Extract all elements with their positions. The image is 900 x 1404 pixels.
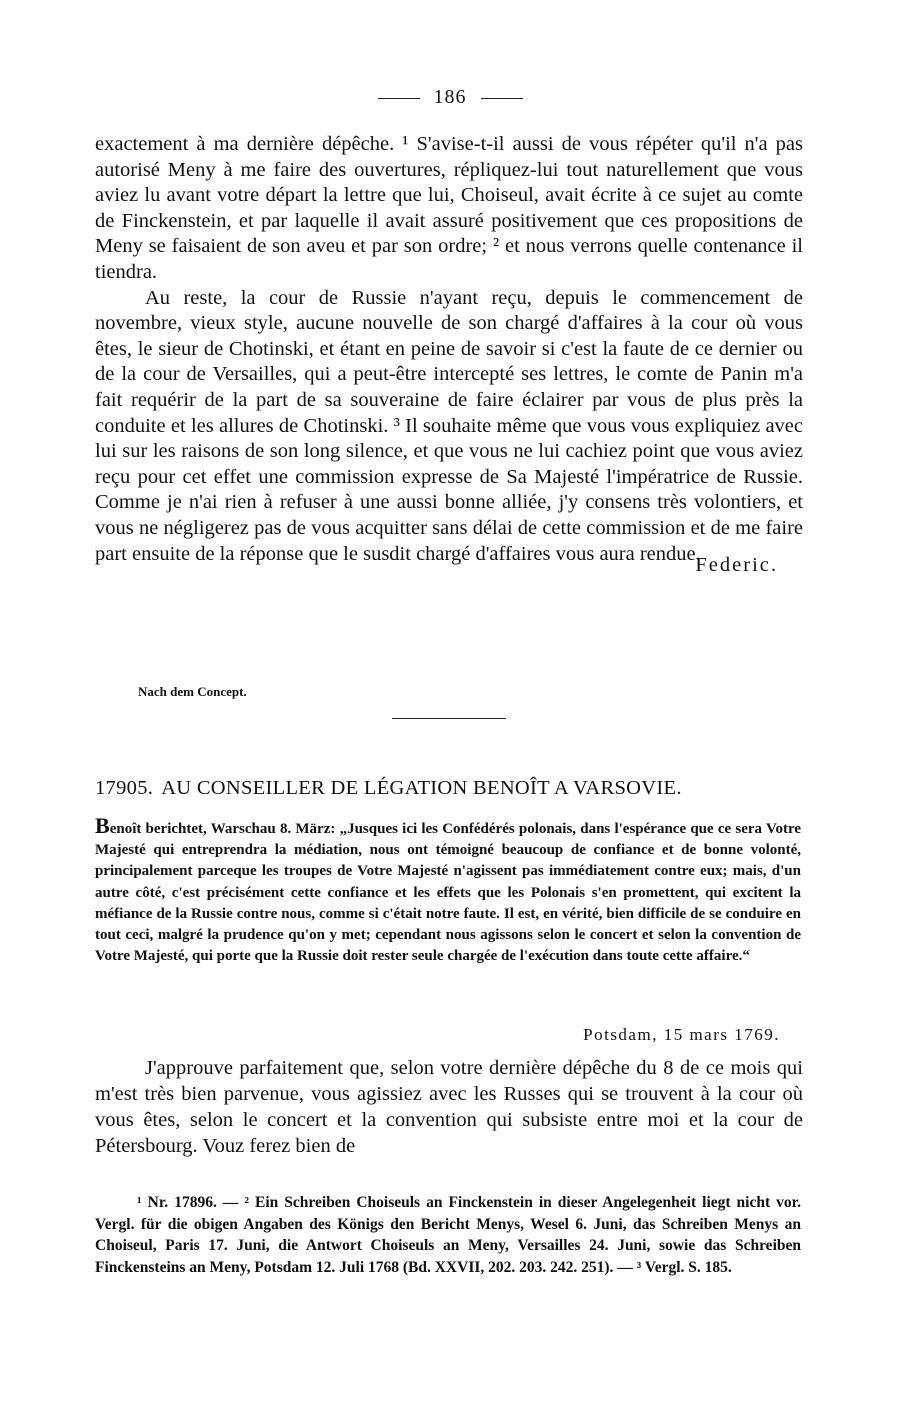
header-dash-left xyxy=(378,98,420,99)
letter-body xyxy=(95,132,803,579)
paragraph-russia: Au reste, la cour de Russie n'ayant reçu, depuis le commencement de novembre, vieux style, aucune nouvelle de son chargé d'affaires à la cour où vous êtes, le sieur de Chotinski, et étant en peine de savoir si c'est la faute de ce dernier ou de la cour de Versailles, qui a peut-être intercepté ses lettres, le comte de Panin m'a fait requérir de la part de sa souveraine de faire éclairer par vous de plus près la conduite et les allures de Chotinski. ³ Il souhaite même que vous vous expliquiez avec lui sur les raisons de son long silence, et que vous ne lui cachiez point que vous aviez reçu pour cet effet une commission expresse de Sa Majesté l'impératrice de Russie. Comme je n'ai rien à refuser à une aussi bonne alliée, j'y consens très volontiers, et vous ne négligerez pas de vous acquitter sans délai de cette commission et de me faire part ensuite de la réponse que le susdit chargé d'affaires vous aura rendue. xyxy=(95,286,803,565)
reply-body xyxy=(95,1055,803,1159)
footnote-text: ¹ Nr. 17896. — ² Ein Schreiben Choiseuls an Finckenstein in dieser Angelegenheit liegt nicht vor. Vergl. für die obigen Angaben des Königs den Bericht Menys, Wesel 6. Juni, das Schreiben Menys an Choiseul, Paris 17. Juni, die Antwort Choiseuls an Meny, Versailles 24. Juni, sowie das Schreiben Finckensteins an Meny, Potsdam 12. Juli 1768 (Bd. XXVII, 202. 203. 242. 251). — ³ Vergl. S. 185. xyxy=(95,1194,801,1276)
source-note: Nach dem Concept. xyxy=(138,684,247,699)
signature: Federic. xyxy=(695,554,778,577)
dateline: Potsdam, 15 mars 1769. xyxy=(583,1025,780,1044)
page-number: 186 xyxy=(433,86,467,108)
footnotes xyxy=(95,1192,801,1278)
document-title: AU CONSEILLER DE LÉGATION BENOÎT A VARSOVIE. xyxy=(161,777,682,799)
report-initial: B xyxy=(95,813,110,838)
report-summary xyxy=(95,815,801,967)
document-heading xyxy=(95,777,805,800)
page-header xyxy=(0,86,900,109)
report-text: enoît berichtet, Warschau 8. März: „Jusques ici les Confédérés polonais, dans l'espérance que ce sera Votre Majesté qui entreprendra la médiation, nous ont témoigné beaucoup de confiance et de bonne volonté, principalement parceque les troupes de Votre Majesté n'agissent pas immédiatement contre eux; mais, d'un autre côté, c'est précisément cette confiance et les effets que les Polonais s'en promettent, qui excitent la méfiance de la Russie contre nous, comme si c'était notre faute. Il est, en vérité, bien difficile de se conduire en tout ceci, malgré la prudence qu'on y met; cependant nous agissons selon le concert et selon la convention de Votre Majesté, qui porte que la Russie doit rester seule chargée de l'exécution dans toute cette affaire.“ xyxy=(95,821,801,965)
paragraph-reply: J'approuve parfaitement que, selon votre dernière dépêche du 8 de ce mois qui m'est très bien parvenue, vous agissiez avec les Russes qui se trouvent à la cour où vous êtes, selon le concert et la convention qui subsiste entre moi et la cour de Pétersbourg. Vouz ferez bien de xyxy=(95,1057,803,1157)
document-number: 17905. xyxy=(95,777,154,799)
header-dash-right xyxy=(481,98,523,99)
paragraph-continuation: exactement à ma dernière dépêche. ¹ S'avise-t-il aussi de vous répéter qu'il n'a pas autorisé Meny à me faire des ouvertures, répliquez-lui tout naturellement que vous aviez lu avant votre départ la lettre que lui, Choiseul, avait écrite à ce sujet au comte de Finckenstein, et par laquelle il avait assuré positivement que ces propositions de Meny se faisaient de son aveu et par son ordre; ² et nous verrons quelle contenance il tiendra. xyxy=(95,133,803,283)
section-divider xyxy=(392,718,506,719)
